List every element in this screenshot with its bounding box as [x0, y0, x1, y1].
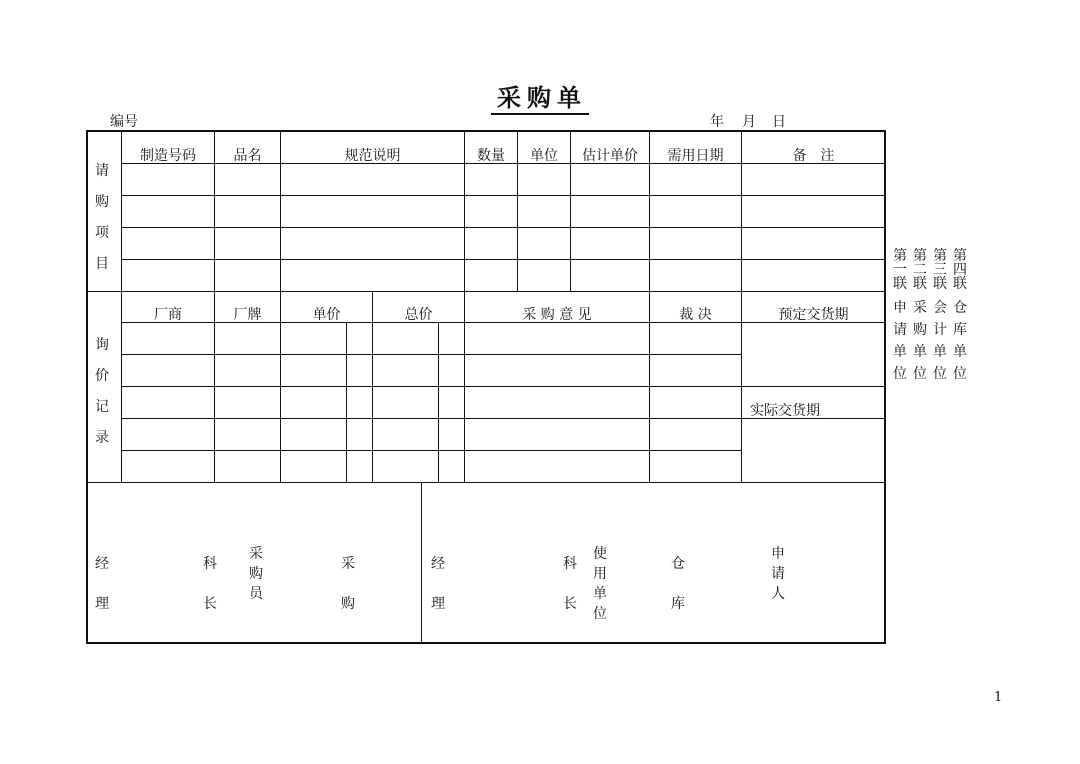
sig-right-section-chief: 科长: [563, 556, 577, 612]
col-scheduled-delivery: 预定交货期: [778, 307, 849, 323]
col-vendor: 厂商: [154, 307, 182, 323]
sig-right-applicant: 申请人: [771, 546, 785, 602]
sig-right-user-dept: 使用单位: [593, 546, 607, 622]
copy-3: 第三联 会计单位: [933, 248, 947, 382]
col-unit: 单位: [530, 148, 558, 164]
form-title: 采购单: [0, 78, 1080, 113]
col-unit-price: 单价: [312, 307, 341, 323]
copy-1: 第一联 申请单位: [893, 248, 907, 382]
col-estimated-price: 估计单价: [582, 148, 638, 164]
col-manufacture-number: 制造号码: [140, 148, 196, 164]
date-day-label: 日: [772, 114, 786, 130]
sig-right-warehouse: 仓库: [671, 556, 685, 612]
request-section-label: 请购项目: [95, 163, 109, 272]
date-year-label: 年: [710, 114, 724, 130]
date-month-label: 月: [742, 114, 756, 130]
sig-right-manager: 经理: [431, 556, 445, 612]
sig-left-manager: 经理: [95, 556, 109, 612]
sig-left-purchasing: 采购: [341, 556, 355, 612]
number-label: 编号: [110, 114, 138, 130]
col-total-price: 总价: [404, 307, 433, 323]
inquiry-section-label: 询价记录: [95, 337, 109, 446]
copy-2: 第二联 采购单位: [913, 248, 927, 382]
copy-4: 第四联 仓库单位: [953, 248, 967, 382]
col-purchase-opinion: 采 购 意 见: [522, 307, 592, 323]
actual-delivery-label: 实际交货期: [750, 403, 820, 419]
col-brand: 厂牌: [233, 307, 262, 323]
sig-left-section-chief: 科长: [203, 556, 217, 612]
col-required-date: 需用日期: [667, 148, 724, 164]
col-quantity: 数量: [477, 148, 505, 164]
sig-left-purchaser: 采购员: [249, 546, 263, 602]
col-specification: 规范说明: [344, 148, 401, 164]
col-product-name: 品名: [233, 148, 262, 164]
col-remarks: 备 注: [792, 148, 835, 164]
page-number: 1: [994, 690, 1003, 705]
col-decision: 裁 决: [679, 307, 712, 323]
